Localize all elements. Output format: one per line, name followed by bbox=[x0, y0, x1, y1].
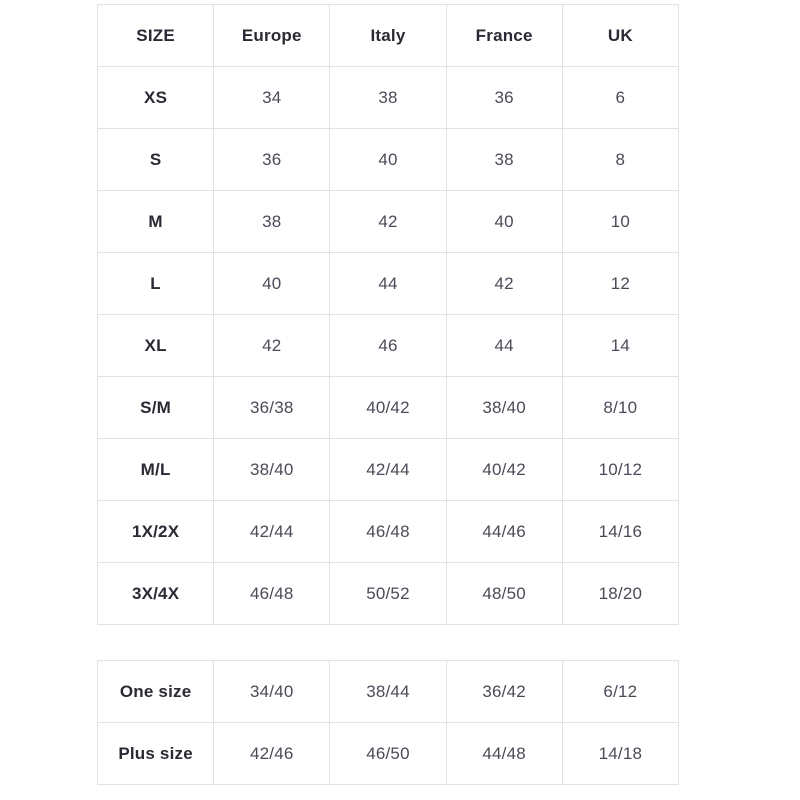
cell-europe: 36 bbox=[214, 129, 330, 191]
header-row bbox=[98, 5, 679, 67]
header-uk: UK bbox=[562, 5, 678, 67]
cell-uk: 8 bbox=[562, 129, 678, 191]
table-gap bbox=[97, 625, 800, 660]
cell-france: 40 bbox=[446, 191, 562, 253]
row-label: S/M bbox=[98, 377, 214, 439]
row-label: L bbox=[98, 253, 214, 315]
row-label: S bbox=[98, 129, 214, 191]
cell-italy: 50/52 bbox=[330, 563, 446, 625]
cell-uk: 14/18 bbox=[562, 723, 678, 785]
cell-france: 48/50 bbox=[446, 563, 562, 625]
cell-france: 40/42 bbox=[446, 439, 562, 501]
cell-uk: 6 bbox=[562, 67, 678, 129]
header-italy: Italy bbox=[330, 5, 446, 67]
cell-france: 36/42 bbox=[446, 661, 562, 723]
cell-france: 44 bbox=[446, 315, 562, 377]
row-one-size bbox=[98, 661, 679, 723]
cell-uk: 14 bbox=[562, 315, 678, 377]
row-label: XS bbox=[98, 67, 214, 129]
row-xs bbox=[98, 67, 679, 129]
cell-italy: 38/44 bbox=[330, 661, 446, 723]
row-ml bbox=[98, 439, 679, 501]
cell-france: 38 bbox=[446, 129, 562, 191]
special-sizes-table bbox=[97, 660, 679, 785]
cell-france: 44/48 bbox=[446, 723, 562, 785]
cell-italy: 46/50 bbox=[330, 723, 446, 785]
row-3x4x bbox=[98, 563, 679, 625]
row-s bbox=[98, 129, 679, 191]
cell-uk: 8/10 bbox=[562, 377, 678, 439]
cell-europe: 34/40 bbox=[214, 661, 330, 723]
row-label: One size bbox=[98, 661, 214, 723]
cell-france: 36 bbox=[446, 67, 562, 129]
size-conversion-table bbox=[97, 4, 679, 625]
row-label: Plus size bbox=[98, 723, 214, 785]
cell-italy: 46/48 bbox=[330, 501, 446, 563]
cell-uk: 6/12 bbox=[562, 661, 678, 723]
cell-europe: 40 bbox=[214, 253, 330, 315]
cell-france: 44/46 bbox=[446, 501, 562, 563]
cell-europe: 46/48 bbox=[214, 563, 330, 625]
cell-europe: 38 bbox=[214, 191, 330, 253]
cell-europe: 42 bbox=[214, 315, 330, 377]
cell-europe: 42/46 bbox=[214, 723, 330, 785]
cell-italy: 44 bbox=[330, 253, 446, 315]
cell-italy: 42/44 bbox=[330, 439, 446, 501]
row-label: M bbox=[98, 191, 214, 253]
header-europe: Europe bbox=[214, 5, 330, 67]
row-1x2x bbox=[98, 501, 679, 563]
row-m bbox=[98, 191, 679, 253]
cell-france: 38/40 bbox=[446, 377, 562, 439]
row-label: 1X/2X bbox=[98, 501, 214, 563]
cell-uk: 14/16 bbox=[562, 501, 678, 563]
cell-uk: 18/20 bbox=[562, 563, 678, 625]
cell-italy: 46 bbox=[330, 315, 446, 377]
cell-europe: 36/38 bbox=[214, 377, 330, 439]
cell-uk: 10/12 bbox=[562, 439, 678, 501]
row-l bbox=[98, 253, 679, 315]
cell-italy: 42 bbox=[330, 191, 446, 253]
cell-italy: 40/42 bbox=[330, 377, 446, 439]
cell-europe: 38/40 bbox=[214, 439, 330, 501]
row-sm bbox=[98, 377, 679, 439]
row-label: 3X/4X bbox=[98, 563, 214, 625]
cell-france: 42 bbox=[446, 253, 562, 315]
row-label: XL bbox=[98, 315, 214, 377]
cell-italy: 38 bbox=[330, 67, 446, 129]
row-label: M/L bbox=[98, 439, 214, 501]
row-plus-size bbox=[98, 723, 679, 785]
cell-europe: 34 bbox=[214, 67, 330, 129]
header-size: SIZE bbox=[98, 5, 214, 67]
cell-uk: 12 bbox=[562, 253, 678, 315]
row-xl bbox=[98, 315, 679, 377]
cell-italy: 40 bbox=[330, 129, 446, 191]
cell-europe: 42/44 bbox=[214, 501, 330, 563]
header-france: France bbox=[446, 5, 562, 67]
cell-uk: 10 bbox=[562, 191, 678, 253]
